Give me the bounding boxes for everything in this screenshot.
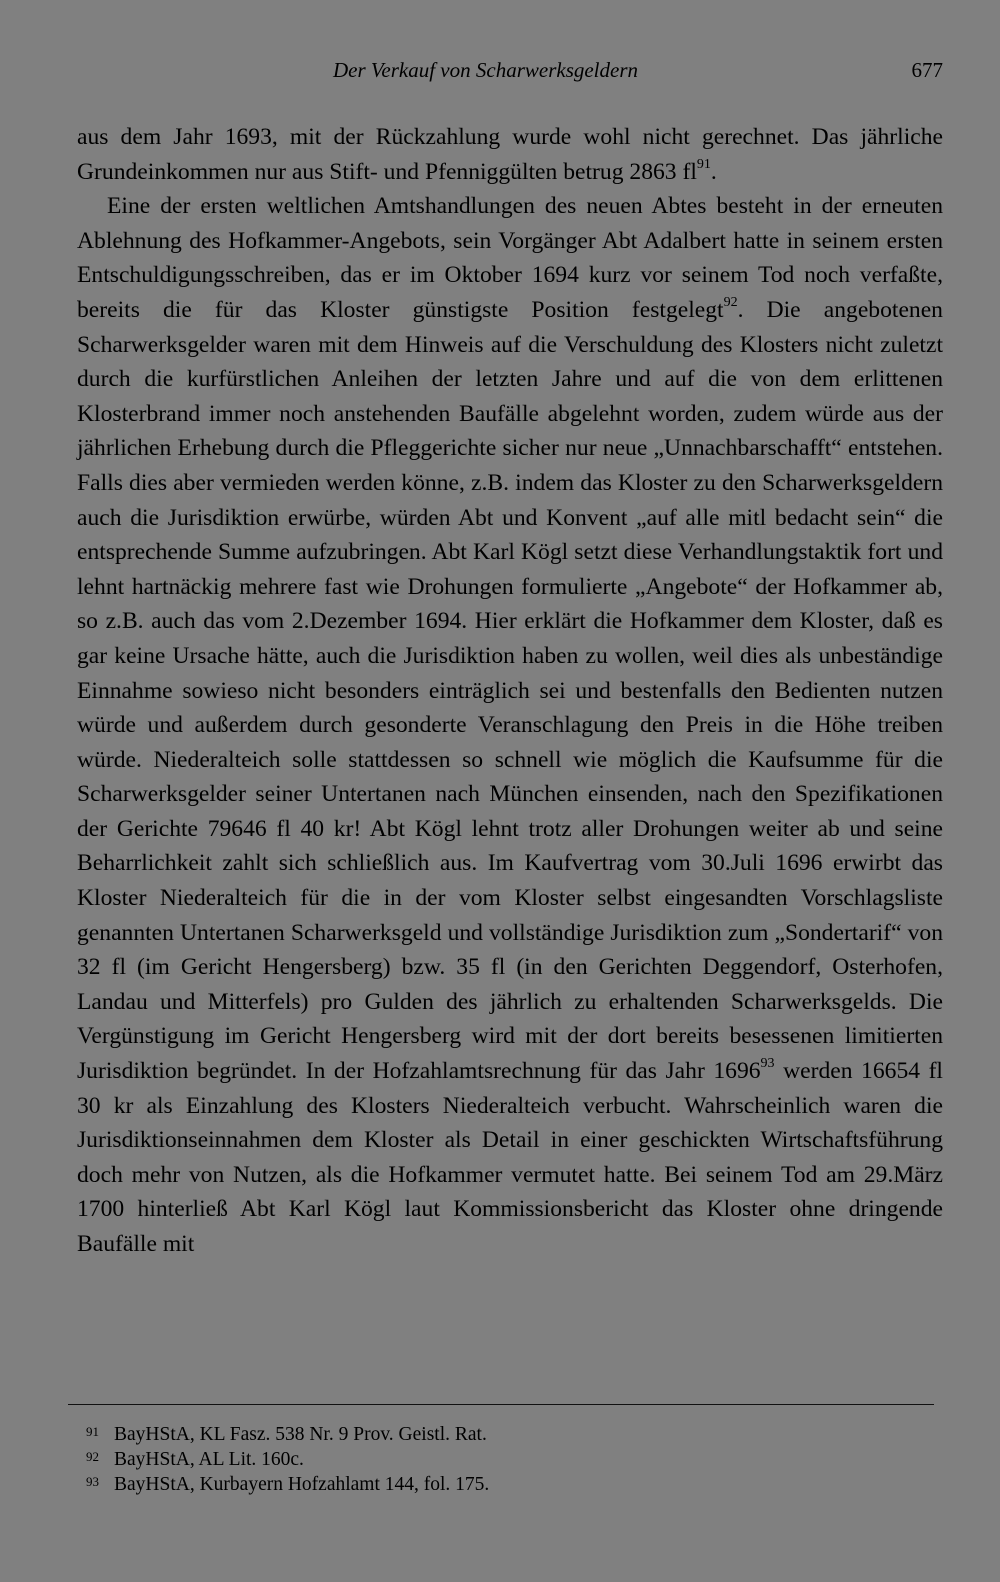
footnote-separator [68,1404,934,1405]
paragraph [77,120,943,189]
footnote-number: 91 [86,1424,99,1439]
paragraph-text: Eine der ersten weltlichen Amtshandlungen des neuen Abtes besteht in der erneuten Ablehnung des Hofkammer-Angebots, sein Vorgänger Abt Adalbert hatte in seinem ersten Entschuldigungsschreiben, das er im Oktober 1694 kurz vor seinem Tod noch verfaßte, bereits die für das Kloster günstigste Position festgelegt [77,193,943,323]
footnote-number: 93 [86,1474,99,1489]
footnote [86,1472,926,1497]
footnote-number: 92 [86,1449,99,1464]
running-head [77,56,943,90]
footnote-text: BayHStA, AL Lit. 160c. [114,1449,304,1470]
footnote-text: BayHStA, Kurbayern Hofzahlamt 144, fol. 175. [114,1474,490,1495]
footnote [86,1422,926,1447]
footnote-reference: 93 [760,1056,775,1072]
running-title: Der Verkauf von Scharwerksgeldern [333,58,639,82]
paragraph [77,189,943,1261]
footnotes [86,1422,926,1497]
paragraph-text: werden 16654 fl 30 kr als Einzahlung des Klosters Niederalteich verbucht. Wahrscheinlich waren die Jurisdiktionseinnahmen dem Kloster als Detail in einer geschickten Wirtschaftsführung doch mehr von Nutzen, als die Hofkammer vermutet hatte. Bei seinem Tod am 29.März 1700 hinterließ Abt Karl Kögl laut Kommissionsbericht das Kloster ohne dringende Baufälle mit [77,1058,943,1257]
page-number: 677 [911,58,943,82]
paragraph-text: aus dem Jahr 1693, mit der Rückzahlung wurde wohl nicht gerechnet. Das jährliche Grundeinkommen nur aus Stift- und Pfenniggülten betrug 2863 fl [77,124,943,185]
footnote-reference: 91 [696,156,711,172]
paragraph-text: . [710,158,717,185]
footnote [86,1447,926,1472]
paragraph-text: . Die angebotenen Scharwerksgelder waren mit dem Hinweis auf die Verschuldung des Klosters nicht zuletzt durch die kurfürstlichen Anleihen der letzten Jahre und auf die von dem erlittenen Klosterbrand immer noch anstehenden Baufälle abgelehnt worden, zudem würde aus der jährlichen Erhebung durch die Pfleggerichte sicher nur neue „Unnachbarschafft“ entstehen. Falls dies aber vermieden werden könne, z.B. indem das Kloster zu den Scharwerksgeldern auch die Jurisdiktion erwürbe, würden Abt und Konvent „auf alle mitl bedacht sein“ die entsprechende Summe aufzubringen. Abt Karl Kögl setzt diese Verhandlungstaktik fort und lehnt hartnäckig mehrere fast wie Drohungen formulierte „Angebote“ der Hofkammer ab, so z.B. auch das vom 2.Dezember 1694. Hier erklärt die Hofkammer dem Kloster, daß es gar keine Ursache hätte, auch die Jurisdiktion haben zu wollen, weil dies als unbeständige Einnahme sowieso nicht besonders einträglich sei und bestenfalls den Bedienten nutzen würde und außerdem durch gesonderte Veranschlagung den Preis in die Höhe treiben würde. Niederalteich solle stattdessen so schnell wie möglich die Kaufsumme für die Scharwerksgelder seiner Untertanen nach München einsenden, nach den Spezifikationen der Gerichte 79646 fl 40 kr! Abt Kögl lehnt trotz aller Drohungen weiter ab und seine Beharrlichkeit zahlt sich schließlich aus. Im Kaufvertrag vom 30.Juli 1696 erwirbt das Kloster Niederalteich für die in der vom Kloster selbst eingesandten Vorschlagsliste genannten Untertanen Scharwerksgeld und vollständige Jurisdiktion zum „Sondertarif“ von 32 fl (im Gericht Hengersberg) bzw. 35 fl (in den Gerichten Deggendorf, Osterhofen, Landau und Mitterfels) pro Gulden des jährlich zu erhaltenden Scharwerksgelds. Die Vergünstigung im Gericht Hengersberg wird mit der dort bereits besessenen limitierten Jurisdiktion begründet. In der Hofzahlamtsrechnung für das Jahr 1696 [77,296,943,1085]
footnote-reference: 92 [723,295,738,311]
footnote-text: BayHStA, KL Fasz. 538 Nr. 9 Prov. Geistl. Rat. [114,1424,487,1445]
body-text [77,120,943,1262]
